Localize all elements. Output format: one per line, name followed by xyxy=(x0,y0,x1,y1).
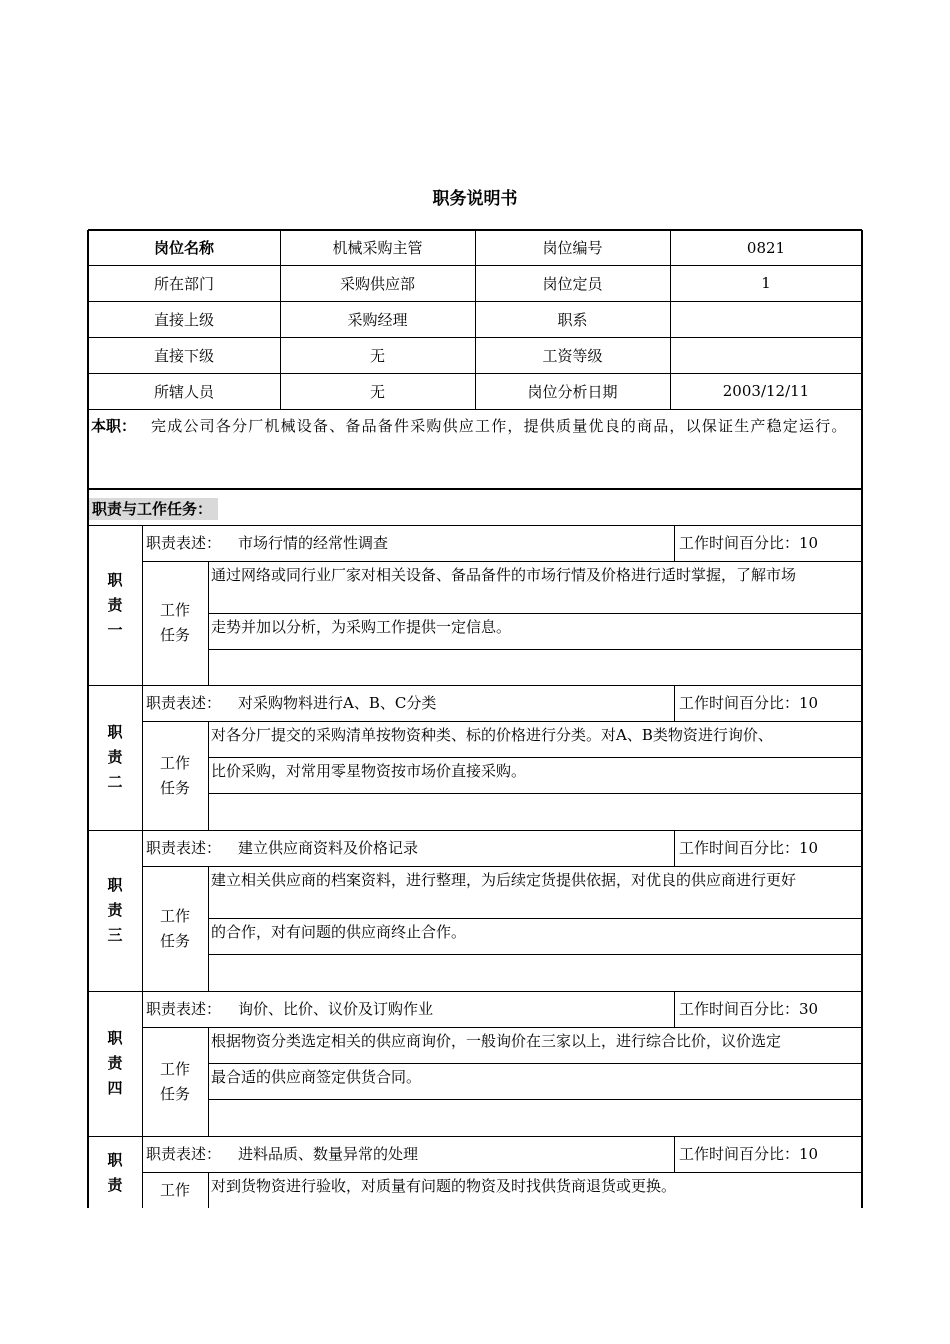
section-header: 职责与工作任务： xyxy=(89,498,218,520)
duty-label-char: 责 xyxy=(107,901,123,919)
duty-desc-label: 职责表述： xyxy=(146,694,222,712)
info-cell-r3-c2: 工资等级 xyxy=(542,346,603,365)
duty-desc-label: 职责表述： xyxy=(146,534,222,552)
info-cell-r0-c2: 岗位编号 xyxy=(542,239,603,257)
duty-label-char: 四 xyxy=(107,1079,123,1097)
duty-label-char: 职 xyxy=(107,1151,123,1169)
pct-col-rule xyxy=(674,1136,675,1172)
info-cell-r3-c1: 无 xyxy=(369,346,385,365)
task-label: 任务 xyxy=(159,778,190,797)
info-cell-r2-c2: 职系 xyxy=(557,310,588,329)
duty-desc-text: 市场行情的经常性调查 xyxy=(238,534,389,552)
duty-time-percent: 工作时间百分比：30 xyxy=(679,1000,819,1018)
summary-bottom-rule xyxy=(88,488,862,490)
task-col-rule xyxy=(208,866,209,991)
task-col-rule xyxy=(208,561,209,685)
duty-label-char: 职 xyxy=(107,570,123,589)
task-label: 工作 xyxy=(159,1059,190,1078)
duty-desc-text: 建立供应商资料及价格记录 xyxy=(238,839,419,857)
duty-label-char: 责 xyxy=(107,1054,123,1072)
duty-label-char: 责 xyxy=(107,748,123,766)
duty-time-percent: 工作时间百分比：10 xyxy=(679,839,819,857)
info-cell-r4-c3: 2003/12/11 xyxy=(722,382,810,400)
task-row-rule xyxy=(208,613,862,614)
task-row-rule xyxy=(208,793,862,794)
pct-col-rule xyxy=(674,525,675,561)
duty-label-char: 三 xyxy=(107,926,123,944)
task-text: 建立相关供应商的档案资料，进行整理，为后续定货提供依据，对优良的供应商进行更好 xyxy=(211,871,797,889)
duty-desc-rule xyxy=(142,561,862,562)
task-label: 任务 xyxy=(159,1084,190,1103)
duty-time-percent: 工作时间百分比：10 xyxy=(679,694,819,712)
table-left-border xyxy=(87,230,89,1208)
info-cell-r1-c2: 岗位定员 xyxy=(542,274,603,293)
duty-summary-label: 本职： xyxy=(91,417,137,435)
duty-bottom-rule xyxy=(88,1136,862,1137)
task-col-rule xyxy=(208,1172,209,1208)
task-row-rule xyxy=(208,1063,862,1064)
task-text: 对到货物资进行验收，对质量有问题的物资及时找供货商退货或更换。 xyxy=(211,1177,677,1195)
task-row-rule xyxy=(208,649,862,650)
info-cell-r4-c0: 所辖人员 xyxy=(153,382,214,401)
task-row-rule xyxy=(208,954,862,955)
info-cell-r4-c1: 无 xyxy=(369,382,385,401)
pct-col-rule xyxy=(674,991,675,1027)
task-text: 的合作，对有问题的供应商终止合作。 xyxy=(211,923,467,941)
info-cell-r4-c2: 岗位分析日期 xyxy=(527,382,618,401)
task-row-rule xyxy=(208,757,862,758)
task-label: 任务 xyxy=(159,626,190,644)
task-row-rule xyxy=(208,918,862,919)
info-row-rule xyxy=(88,409,862,410)
duty-label-char: 一 xyxy=(107,620,123,639)
task-label: 工作 xyxy=(159,601,190,619)
info-cell-r3-c0: 直接下级 xyxy=(153,346,214,365)
duty-desc-text: 询价、比价、议价及订购作业 xyxy=(238,1000,434,1018)
info-cell-r0-c3: 0821 xyxy=(746,238,786,257)
task-text: 走势并加以分析，为采购工作提供一定信息。 xyxy=(211,618,512,636)
duty-label-char: 职 xyxy=(107,1029,123,1047)
info-cell-r1-c0: 所在部门 xyxy=(153,274,214,293)
duty-label-char: 二 xyxy=(107,773,123,791)
duty-desc-label: 职责表述： xyxy=(146,1145,222,1163)
task-col-rule xyxy=(208,1027,209,1136)
duty-time-percent: 工作时间百分比：10 xyxy=(679,534,819,552)
pct-col-rule xyxy=(674,830,675,866)
duty-desc-label: 职责表述： xyxy=(146,1000,222,1018)
task-text: 根据物资分类选定相关的供应商询价，一般询价在三家以上，进行综合比价，议价选定 xyxy=(211,1032,782,1050)
duty-desc-rule xyxy=(142,1172,862,1173)
info-cell-r0-c1: 机械采购主管 xyxy=(332,239,423,257)
info-cell-r3-c3 xyxy=(670,337,862,373)
duty-bottom-rule xyxy=(88,830,862,831)
table-right-border xyxy=(861,230,863,1208)
task-text: 对各分厂提交的采购清单按物资种类、标的价格进行分类。对A、B类物资进行询价、 xyxy=(211,726,773,744)
pct-col-rule xyxy=(674,685,675,721)
duty-bottom-rule xyxy=(88,685,862,686)
duty-desc-rule xyxy=(142,1027,862,1028)
info-cell-r1-c3: 1 xyxy=(761,274,771,292)
task-label: 工作 xyxy=(159,1181,190,1199)
task-label: 任务 xyxy=(159,931,190,950)
info-cell-r2-c0: 直接上级 xyxy=(153,310,214,329)
task-label: 工作 xyxy=(159,906,190,925)
duty-label-char: 责 xyxy=(107,595,123,614)
info-cell-r1-c1: 采购供应部 xyxy=(339,274,415,293)
info-cell-r2-c1: 采购经理 xyxy=(347,310,408,329)
task-text: 比价采购，对常用零星物资按市场价直接采购。 xyxy=(211,762,527,780)
duty-label-char: 责 xyxy=(107,1176,123,1194)
info-cell-r0-c0: 岗位名称 xyxy=(153,239,214,257)
task-text: 最合适的供应商签定供货合同。 xyxy=(211,1068,422,1086)
duty-desc-text: 对采购物料进行A、B、C分类 xyxy=(238,694,437,712)
task-text: 通过网络或同行业厂家对相关设备、备品备件的市场行情及价格进行适时掌握，了解市场 xyxy=(211,566,797,584)
duty-desc-rule xyxy=(142,721,862,722)
duty-label-char: 职 xyxy=(107,876,123,894)
duty-col-rule xyxy=(142,525,143,685)
duty-summary-text: 完成公司各分厂机械设备、备品备件采购供应工作，提供质量优良的商品，以保证生产稳定运行。 xyxy=(151,417,848,435)
duty-desc-label: 职责表述： xyxy=(146,839,222,857)
section-header-rule xyxy=(88,525,862,526)
task-row-rule xyxy=(208,1099,862,1100)
task-label: 工作 xyxy=(159,753,190,772)
duty-desc-rule xyxy=(142,866,862,867)
duty-label-char: 职 xyxy=(107,723,123,741)
duty-time-percent: 工作时间百分比：10 xyxy=(679,1145,819,1163)
page-title: 职务说明书 xyxy=(432,189,518,209)
task-col-rule xyxy=(208,721,209,830)
duty-desc-text: 进料品质、数量异常的处理 xyxy=(238,1145,419,1163)
info-cell-r2-c3 xyxy=(670,301,862,337)
duty-bottom-rule xyxy=(88,991,862,992)
